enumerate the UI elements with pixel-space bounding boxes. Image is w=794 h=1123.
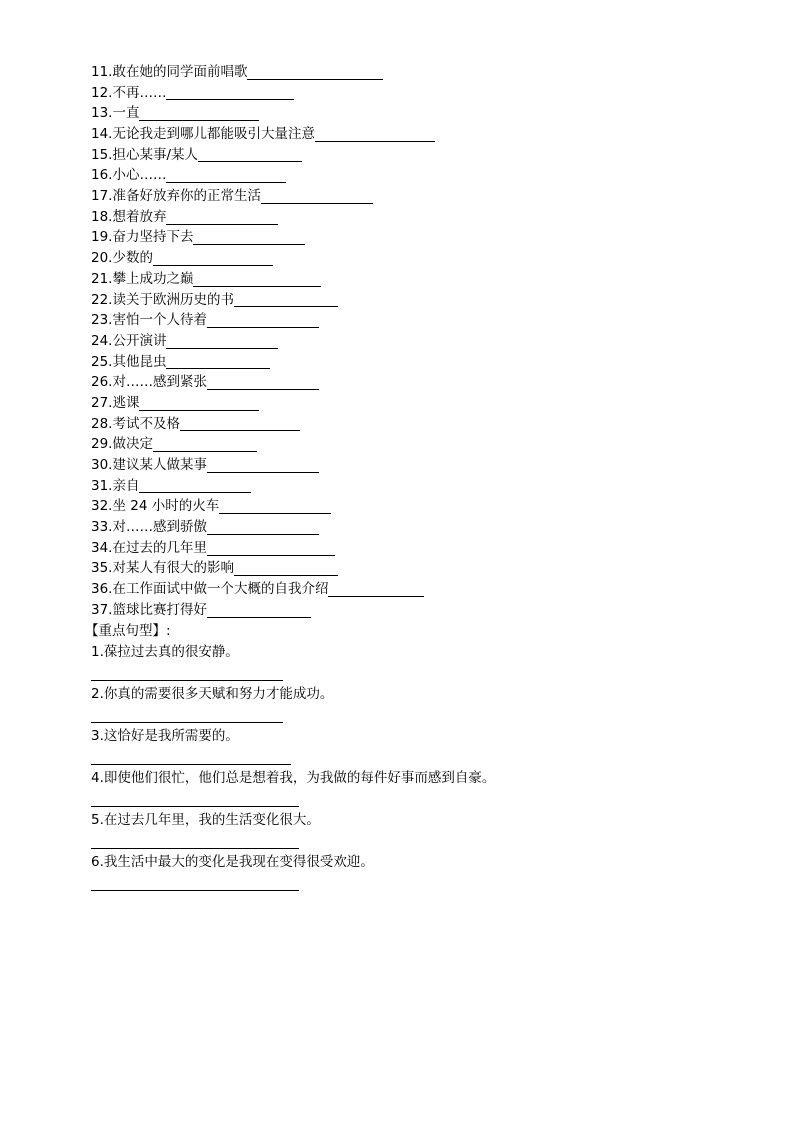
phrase-text: 25.其他昆虫 [91, 353, 167, 370]
phrase-text: 31.亲自 [91, 477, 140, 494]
sentence-item: 1.葆拉过去真的很安静。 [91, 643, 239, 660]
phrase-text: 33.对……感到骄傲 [91, 519, 207, 536]
phrase-item [91, 579, 731, 600]
phrase-item [91, 165, 731, 186]
phrase-text: 34.在过去的几年里 [91, 539, 207, 556]
phrase-text: 35.对某人有很大的影响 [91, 560, 234, 577]
phrase-text: 11.敢在她的同学面前唱歌 [91, 63, 248, 80]
phrase-item [91, 269, 731, 290]
answer-blank[interactable] [166, 85, 294, 100]
answer-blank[interactable] [166, 210, 278, 225]
phrase-text: 20.少数的 [91, 250, 153, 267]
phrase-item [91, 62, 731, 83]
answer-blank[interactable] [139, 106, 259, 121]
answer-blank[interactable] [234, 561, 338, 576]
sentence-item: 3.这恰好是我所需要的。 [91, 727, 239, 744]
answer-line[interactable] [91, 663, 731, 684]
sentence-item: 2.你真的需要很多天赋和努力才能成功。 [91, 685, 334, 702]
phrase-item [91, 186, 731, 207]
phrase-text: 18.想着放弃 [91, 208, 167, 225]
phrase-text: 13.一直 [91, 105, 140, 122]
phrase-item [91, 124, 731, 145]
answer-blank[interactable] [193, 272, 321, 287]
phrase-list [91, 62, 731, 621]
answer-blank[interactable] [166, 168, 286, 183]
phrase-text: 27.逃课 [91, 394, 140, 411]
answer-blank[interactable] [166, 334, 278, 349]
phrase-item [91, 455, 731, 476]
answer-blank[interactable] [261, 189, 373, 204]
answer-blank[interactable] [193, 230, 305, 245]
answer-blank[interactable] [207, 520, 319, 535]
phrase-text: 23.害怕一个人待着 [91, 312, 207, 329]
phrase-text: 36.在工作面试中做一个大概的自我介绍 [91, 581, 329, 598]
worksheet-page [85, 62, 731, 894]
answer-blank[interactable] [153, 251, 273, 266]
phrase-item [91, 496, 731, 517]
sentence-list [91, 642, 731, 894]
sentence-item: 5.在过去几年里，我的生活变化很大。 [91, 811, 320, 828]
answer-blank[interactable] [153, 437, 257, 452]
answer-blank[interactable] [139, 478, 251, 493]
answer-blank[interactable] [234, 292, 338, 307]
phrase-item [91, 310, 731, 331]
phrase-item [91, 248, 731, 269]
answer-line[interactable] [91, 831, 731, 852]
answer-blank[interactable] [207, 313, 319, 328]
phrase-item [91, 393, 731, 414]
sentence-item: 6.我生活中最大的变化是我现在变得很受欢迎。 [91, 853, 374, 870]
phrase-text: 22.读关于欧洲历史的书 [91, 291, 234, 308]
answer-blank[interactable] [207, 458, 319, 473]
answer-blank[interactable] [207, 603, 311, 618]
phrase-item [91, 331, 731, 352]
phrase-text: 17.准备好放弃你的正常生活 [91, 188, 261, 205]
phrase-item [91, 559, 731, 580]
answer-line[interactable] [91, 789, 731, 810]
phrase-text: 32.坐 24 小时的火车 [91, 498, 220, 515]
phrase-item [91, 372, 731, 393]
phrase-item [91, 145, 731, 166]
phrase-item [91, 517, 731, 538]
sentence-item: 4.即使他们很忙，他们总是想着我，为我做的每件好事而感到自豪。 [91, 769, 496, 786]
answer-blank[interactable] [207, 541, 335, 556]
phrase-text: 16.小心…… [91, 167, 167, 184]
answer-blank[interactable] [207, 375, 319, 390]
phrase-item [91, 434, 731, 455]
phrase-text: 12.不再…… [91, 84, 167, 101]
phrase-item [91, 538, 731, 559]
phrase-text: 14.无论我走到哪儿都能吸引大量注意 [91, 126, 315, 143]
answer-blank[interactable] [219, 499, 331, 514]
answer-blank[interactable] [139, 396, 259, 411]
section-title: 【重点句型】: [85, 622, 171, 639]
answer-blank[interactable] [328, 582, 424, 597]
phrase-item [91, 600, 731, 621]
answer-blank[interactable] [166, 354, 270, 369]
answer-line[interactable] [91, 873, 731, 894]
phrase-item [91, 103, 731, 124]
answer-blank[interactable] [315, 127, 435, 142]
phrase-text: 21.攀上成功之巅 [91, 270, 194, 287]
phrase-text: 28.考试不及格 [91, 415, 180, 432]
phrase-item [91, 83, 731, 104]
phrase-item [91, 207, 731, 228]
phrase-item [91, 414, 731, 435]
answer-line[interactable] [91, 747, 731, 768]
phrase-item [91, 476, 731, 497]
phrase-text: 19.奋力坚持下去 [91, 229, 194, 246]
answer-line[interactable] [91, 705, 731, 726]
answer-blank[interactable] [198, 147, 302, 162]
phrase-text: 30.建议某人做某事 [91, 457, 207, 474]
phrase-text: 15.担心某事/某人 [91, 146, 199, 163]
phrase-item [91, 290, 731, 311]
answer-blank[interactable] [247, 65, 383, 80]
phrase-item [91, 352, 731, 373]
answer-blank[interactable] [180, 416, 300, 431]
phrase-text: 24.公开演讲 [91, 332, 167, 349]
phrase-text: 37.篮球比赛打得好 [91, 601, 207, 618]
phrase-text: 29.做决定 [91, 436, 153, 453]
phrase-item [91, 228, 731, 249]
phrase-text: 26.对……感到紧张 [91, 374, 207, 391]
